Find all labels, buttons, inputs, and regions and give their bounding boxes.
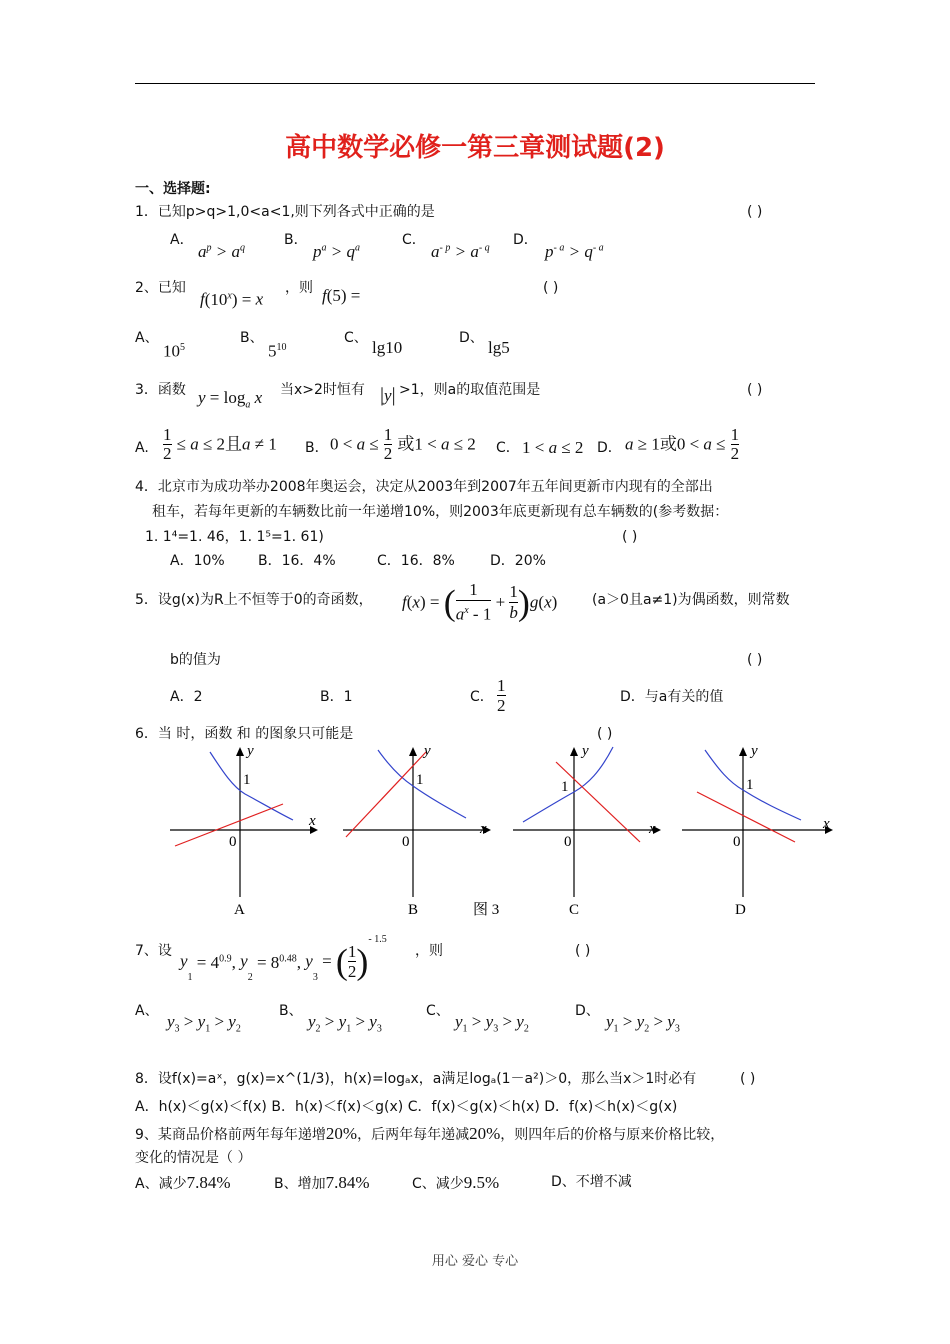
- q3-opt-a-expr: $\frac{1}{2}$ ≤ a ≤ 2且a ≠ 1: [163, 425, 277, 463]
- q7-opt-c-label: C、: [426, 1003, 450, 1019]
- q6-graph-d: [677, 742, 837, 922]
- q6-c-one: 1: [561, 779, 569, 795]
- q6-graph-a-label: A: [234, 902, 245, 918]
- q7-opt-a-label: A、: [135, 1003, 159, 1019]
- q7-expr: $y_1 = 4^{0.9}$, $y_2 = 8^{0.48}$, $y_3$ = ( $\frac{1}{2}$ )$^{- 1.5}$: [180, 934, 387, 983]
- q6-d-axis-x: x: [823, 816, 830, 832]
- q1-opt-b-label: B．: [284, 232, 308, 248]
- q2-opt-b-label: B、: [240, 330, 264, 346]
- q3-opt-c-expr: 1 < a ≤ 2: [522, 438, 584, 457]
- q6-a-origin: 0: [229, 834, 237, 850]
- page-footer: 用心 爱心 专心: [431, 1254, 519, 1269]
- q6-b-origin: 0: [402, 834, 410, 850]
- q6-paren: ( ): [597, 726, 613, 742]
- q6-a-axis-x: x: [309, 813, 316, 829]
- q9-opt-b: B、增加7.84%: [274, 1173, 370, 1192]
- q2-opt-c-expr: lg10: [372, 338, 403, 357]
- q8-stem: 8．设f(x)=aˣ，g(x)=x^(1/3)，h(x)=logₐx，a满足logₐ(1－a²)＞0，那么当x＞1时必有: [135, 1071, 697, 1087]
- q4-opt-b: B．16．4%: [258, 553, 336, 569]
- q6-graph-a: [165, 742, 320, 922]
- q3-opt-c-label: C．: [496, 440, 520, 456]
- q5-opt-c-expr: $\frac{1}{2}$: [497, 676, 506, 715]
- q8-options: A．h(x)＜g(x)＜f(x) B．h(x)＜f(x)＜g(x) C．f(x)＜g(x)＜h(x) D．f(x)＜h(x)＜g(x): [135, 1099, 678, 1115]
- q5-expr: f(x) = ( $\frac{1}{a^x - 1}$ + $\frac{1}{b}$ )g(x): [402, 580, 558, 624]
- q9-opt-c: C、减少9.5%: [412, 1173, 500, 1192]
- q2-opt-c-label: C、: [344, 330, 368, 346]
- q4-opt-d: D．20%: [490, 553, 546, 569]
- q1-stem: 1．已知p>q>1,0<a<1,则下列各式中正确的是: [135, 204, 435, 220]
- q1-opt-a-label: A．: [170, 232, 194, 248]
- q6-graph-b: [338, 742, 500, 922]
- q7-opt-c-expr: $y_1 > y_3 > y_2$: [455, 1012, 529, 1035]
- q3-opt-d-label: D．: [597, 440, 622, 456]
- q6-graph-c-label: C: [569, 902, 580, 918]
- q3-paren: ( ): [747, 382, 763, 398]
- q4-line1: 4．北京市为成功举办2008年奥运会，决定从2003年到2007年五年间更新市内现有的全部出: [135, 479, 713, 495]
- q5-stem-a: 5．设g(x)为R上不恒等于0的奇函数，: [135, 592, 373, 608]
- q4-paren: ( ): [622, 529, 638, 545]
- q1-opt-b-expr: $p^a > q^a$: [313, 241, 360, 261]
- q1-opt-d-expr: $p^{- a} > q^{- a}$: [545, 241, 604, 261]
- q2-stem-a: 2、已知: [135, 280, 186, 296]
- q1-opt-c-label: C．: [402, 232, 426, 248]
- section-heading: 一、选择题:: [135, 181, 211, 197]
- q2-paren: ( ): [543, 280, 559, 296]
- q1-opt-c-expr: $a^{- p} > a^{- q}$: [431, 241, 490, 261]
- header-rule: [135, 83, 815, 84]
- q3-stem-a: 3．函数: [135, 382, 186, 398]
- q6-b-axis-x: x: [480, 821, 487, 837]
- q6-b-axis-y: y: [424, 743, 431, 759]
- q5-line2: b的值为: [170, 652, 221, 668]
- q7-opt-d-label: D、: [575, 1003, 600, 1019]
- q2-opt-a-expr: $10^5$: [163, 341, 185, 361]
- q6-d-one: 1: [746, 777, 754, 793]
- q3-opt-b-expr: 0 < a ≤ $\frac{1}{2}$ 或1 < a ≤ 2: [330, 425, 476, 463]
- q3-stem-b: 当x>2时恒有: [280, 382, 365, 398]
- q5-opt-c-label: C．: [470, 689, 494, 705]
- q6-b-one: 1: [416, 772, 424, 788]
- q2-stem-b: ，则: [285, 280, 313, 296]
- q7-opt-a-expr: $y_3 > y_1 > y_2$: [167, 1012, 241, 1035]
- q2-opt-d-label: D、: [459, 330, 484, 346]
- q2-opt-a-label: A、: [135, 330, 159, 346]
- q2-expr1: $f(10^x) = x$: [200, 289, 264, 309]
- q6-d-axis-y: y: [751, 743, 758, 759]
- q5-opt-d: D．与a有关的值: [620, 689, 724, 705]
- q4-line2: 租车，若每年更新的车辆数比前一年递增10%，则2003年底更新现有总车辆数的(参考数据：: [152, 504, 729, 520]
- q2-opt-b-expr: $5^{10}$: [268, 341, 287, 361]
- q2-opt-d-expr: lg5: [488, 338, 510, 357]
- q3-abs-y: |y|: [380, 384, 396, 406]
- q3-expr: $y = \log_a x$: [198, 388, 263, 411]
- q4-opt-c: C．16．8%: [377, 553, 455, 569]
- q5-opt-a: A．2: [170, 689, 203, 705]
- q2-expr2: f(5) =: [322, 286, 361, 305]
- q4-opt-a: A．10%: [170, 553, 225, 569]
- q5-paren: ( ): [747, 652, 763, 668]
- q6-graph-c: [508, 742, 663, 922]
- q6-fig-label: 图 3: [473, 902, 500, 918]
- q7-opt-b-expr: $y_2 > y_1 > y_3$: [308, 1012, 382, 1035]
- q8-paren: ( ): [740, 1071, 756, 1087]
- q6-stem: 6．当 时，函数 和 的图象只可能是: [135, 726, 354, 742]
- q6-a-axis-y: y: [247, 743, 254, 759]
- q3-opt-d-expr: a ≥ 1或0 < a ≤ $\frac{1}{2}$: [625, 425, 740, 463]
- q7-opt-b-label: B、: [279, 1003, 303, 1019]
- page-title: 高中数学必修一第三章测试题(2): [285, 133, 665, 163]
- q7-paren: ( ): [575, 943, 591, 959]
- q6-a-one: 1: [243, 772, 251, 788]
- q3-stem-c: >1，则a的取值范围是: [399, 382, 541, 398]
- q3-opt-b-label: B．: [305, 440, 329, 456]
- q5-opt-b: B．1: [320, 689, 353, 705]
- q3-opt-a-label: A.: [135, 440, 149, 456]
- q7-stem-b: ，则: [415, 943, 443, 959]
- q7-stem-a: 7、设: [135, 943, 172, 959]
- q4-line3: 1. 1⁴=1. 46，1. 1⁵=1. 61): [145, 529, 324, 545]
- q9-line2: 变化的情况是（ ）: [135, 1150, 252, 1166]
- q6-c-axis-x: x: [649, 821, 656, 837]
- q9-opt-d: D、不增不减: [551, 1174, 632, 1190]
- q1-opt-d-label: D．: [513, 232, 538, 248]
- q9-opt-a: A、减少7.84%: [135, 1173, 231, 1192]
- q7-opt-d-expr: $y_1 > y_2 > y_3$: [606, 1012, 680, 1035]
- q6-graph-d-label: D: [735, 902, 746, 918]
- q6-c-origin: 0: [564, 834, 572, 850]
- q6-d-origin: 0: [733, 834, 741, 850]
- q1-opt-a-expr: $a^p > a^q$: [198, 241, 245, 261]
- q6-c-axis-y: y: [582, 743, 589, 759]
- q9-line1: 9、某商品价格前两年每年递增20%，后两年每年递减20%，则四年后的价格与原来价格比较，: [135, 1124, 725, 1143]
- q6-graph-b-label: B: [408, 902, 419, 918]
- q5-stem-b: (a＞0且a≠1)为偶函数，则常数: [592, 592, 790, 608]
- q1-paren: ( ): [747, 204, 763, 220]
